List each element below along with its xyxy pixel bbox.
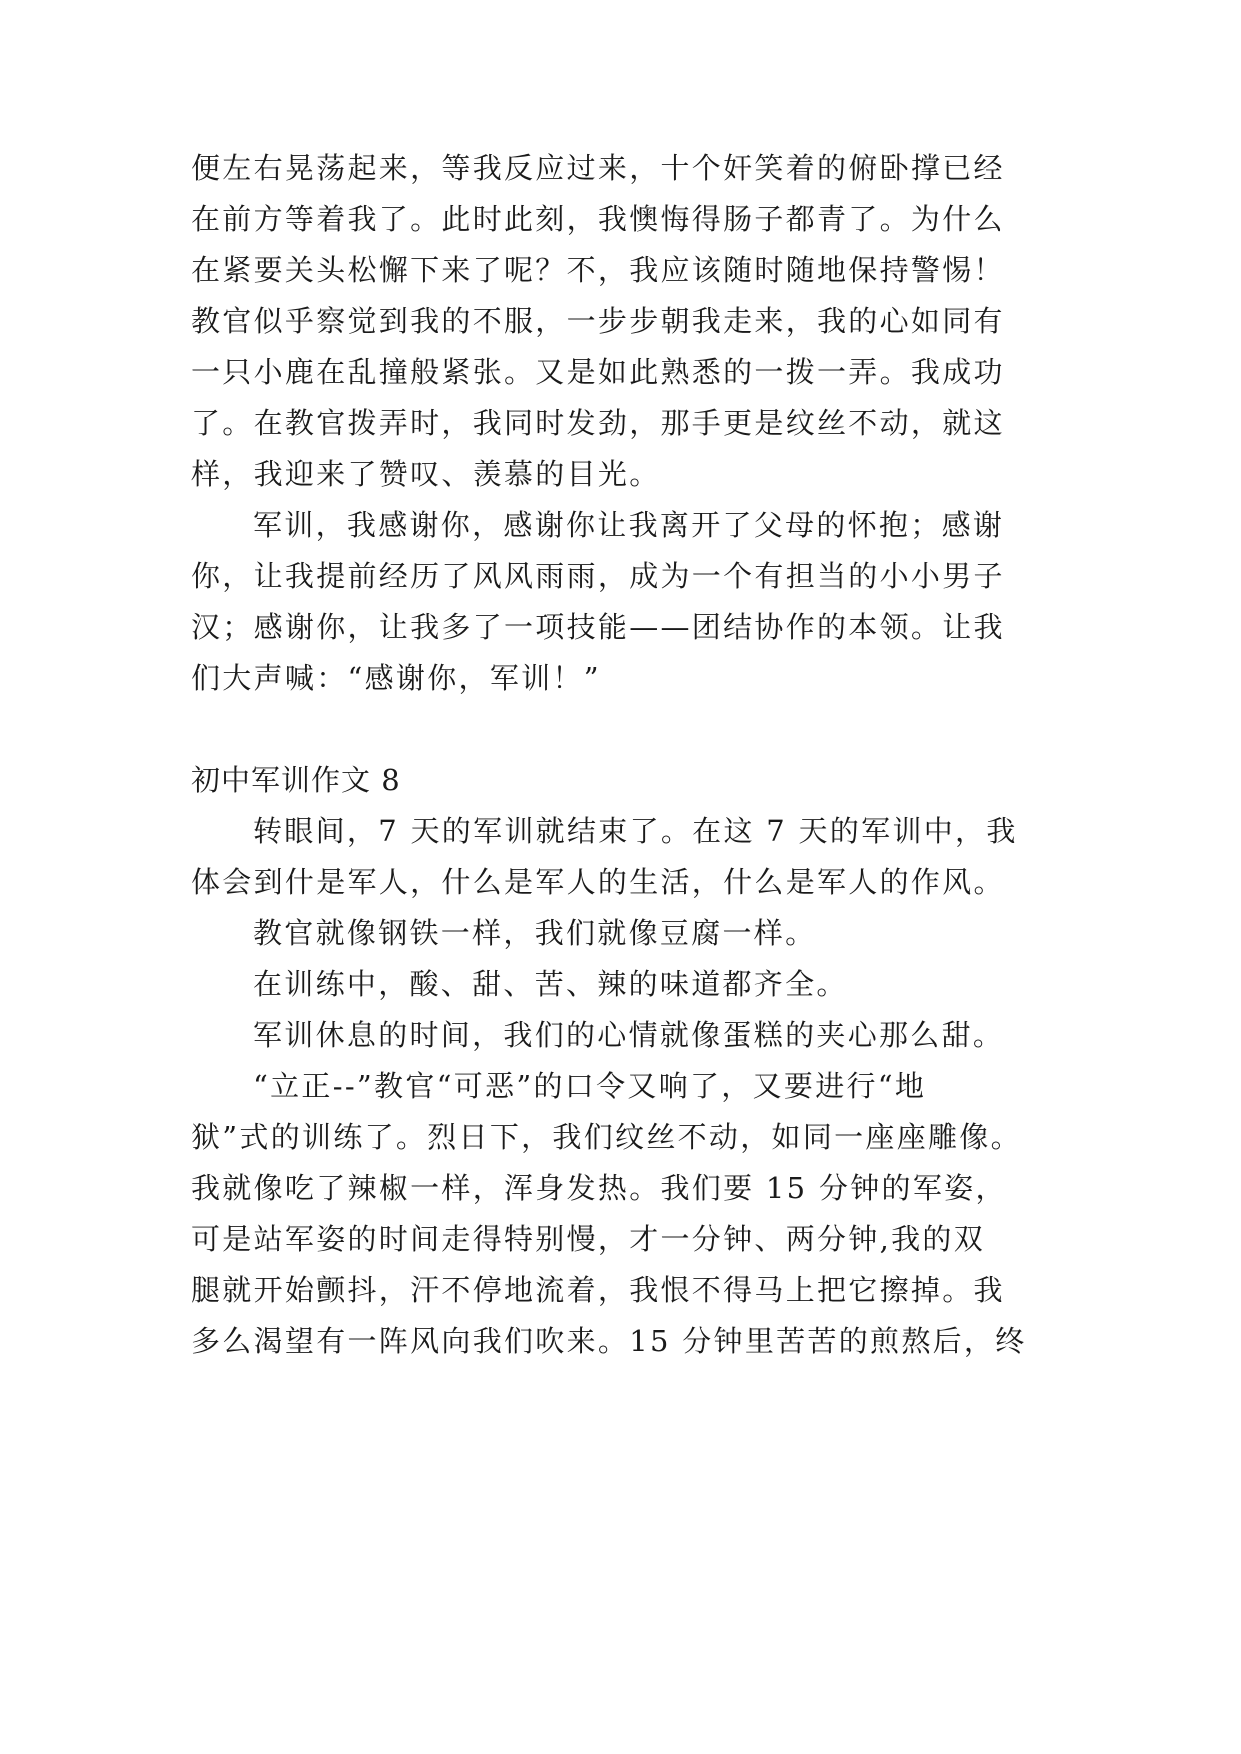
paragraph-line: 在前方等着我了。此时此刻，我懊悔得肠子都青了。为什么	[191, 202, 1005, 236]
paragraph-line: 转眼间，7 天的军训就结束了。在这 7 天的军训中，我	[253, 814, 1018, 848]
paragraph-line: 便左右晃荡起来，等我反应过来，十个奸笑着的俯卧撑已经	[191, 151, 1005, 185]
paragraph-line: 军训休息的时间，我们的心情就像蛋糕的夹心那么甜。	[253, 1018, 1005, 1052]
paragraph-line: 腿就开始颤抖，汗不停地流着，我恨不得马上把它擦掉。我	[191, 1273, 1005, 1307]
paragraph-line: “立正--”教官“可恶”的口令又响了，又要进行“地	[253, 1069, 927, 1103]
paragraph-line: 狱”式的训练了。烈日下，我们纹丝不动，如同一座座雕像。	[191, 1120, 1022, 1154]
section-heading: 初中军训作文 8	[191, 763, 401, 797]
paragraph-line: 体会到什是军人，什么是军人的生活，什么是军人的作风。	[191, 865, 1005, 899]
paragraph-line: 在紧要关头松懈下来了呢？不，我应该随时随地保持警惕！	[191, 253, 1005, 287]
paragraph-line: 汉；感谢你，让我多了一项技能——团结协作的本领。让我	[191, 610, 1005, 644]
paragraph-line: 军训，我感谢你，感谢你让我离开了父母的怀抱；感谢	[253, 508, 1005, 542]
paragraph-line: 一只小鹿在乱撞般紧张。又是如此熟悉的一拨一弄。我成功	[191, 355, 1005, 389]
paragraph-line: 样，我迎来了赞叹、羡慕的目光。	[191, 457, 661, 491]
paragraph-line: 多么渴望有一阵风向我们吹来。15 分钟里苦苦的煎熬后，终	[191, 1324, 1027, 1358]
paragraph-line: 我就像吃了辣椒一样，浑身发热。我们要 15 分钟的军姿，	[191, 1171, 1007, 1205]
paragraph-line: 了。在教官拨弄时，我同时发劲，那手更是纹丝不动，就这	[191, 406, 1005, 440]
paragraph-line: 你，让我提前经历了风风雨雨，成为一个有担当的小小男子	[191, 559, 1005, 593]
paragraph-line: 们大声喊：“感谢你，军训！”	[191, 661, 601, 695]
paragraph-line: 在训练中，酸、甜、苦、辣的味道都齐全。	[253, 967, 848, 1001]
paragraph-line: 教官就像钢铁一样，我们就像豆腐一样。	[253, 916, 817, 950]
paragraph-line: 教官似乎察觉到我的不服，一步步朝我走来，我的心如同有	[191, 304, 1005, 338]
paragraph-line: 可是站军姿的时间走得特别慢，才一分钟、两分钟,我的双	[191, 1222, 986, 1256]
